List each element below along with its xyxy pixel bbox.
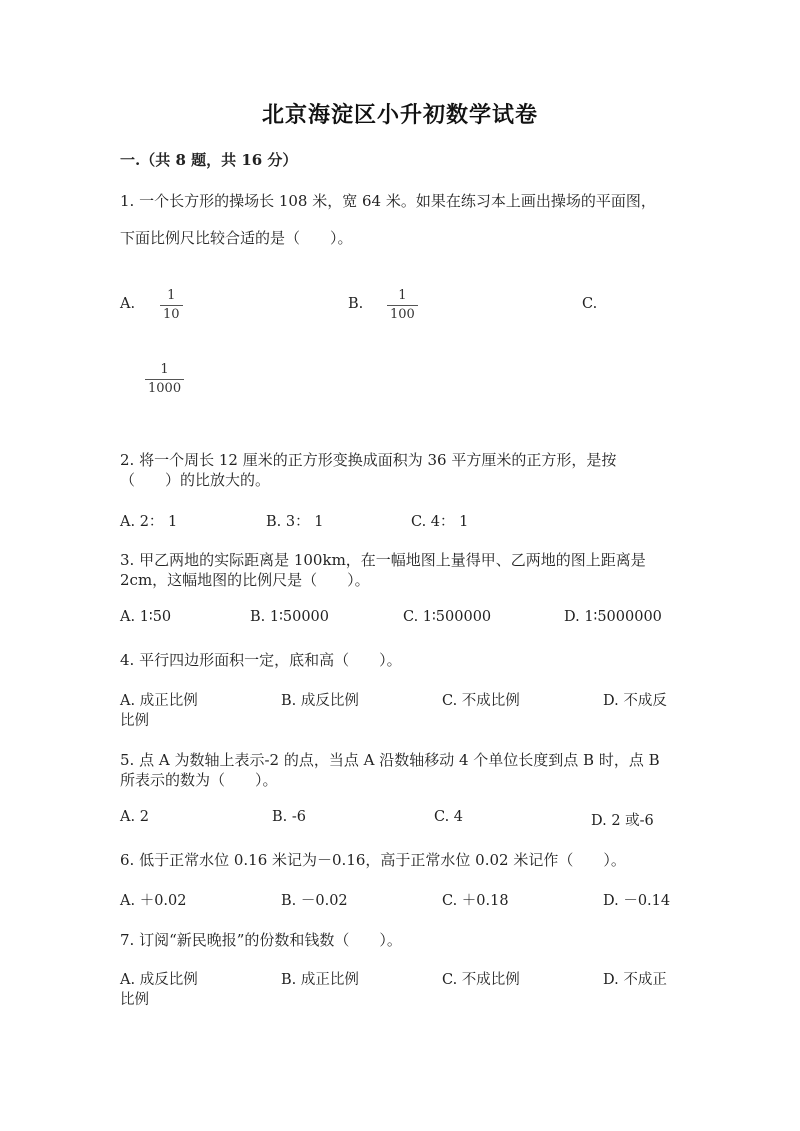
question-7-option-a[interactable]: A. 成反比例: [120, 972, 198, 988]
question-3-option-a[interactable]: A. 1∶50: [120, 609, 172, 625]
question-3-option-d[interactable]: D. 1∶5000000: [564, 609, 662, 625]
question-1-option-a-label[interactable]: A.: [120, 296, 136, 312]
fraction-denominator: 10: [163, 307, 180, 322]
question-7-option-d-wrap: 比例: [120, 992, 149, 1008]
question-5-option-a[interactable]: A. 2: [120, 809, 149, 825]
question-1-option-c-label[interactable]: C.: [582, 296, 598, 312]
question-1-option-a-fraction[interactable]: [160, 289, 183, 322]
question-3-line-2: 2cm，这幅地图的比例尺是（ ）。: [120, 571, 370, 589]
question-2-line-2: （ ）的比放大的。: [120, 471, 271, 489]
fraction-numerator: 1: [160, 362, 169, 377]
question-4-option-a[interactable]: A. 成正比例: [120, 693, 198, 709]
question-1-option-c-fraction[interactable]: [145, 363, 184, 396]
question-3-option-b[interactable]: B. 1∶50000: [250, 609, 329, 625]
fraction-numerator: 1: [398, 288, 407, 303]
question-5-line-2: 所表示的数为（ ）。: [120, 771, 278, 789]
question-4-option-d-wrap: 比例: [120, 713, 149, 729]
question-1-line-2: 下面比例尺比较合适的是（ ）。: [120, 229, 353, 247]
question-5-line-1: 5. 点 A 为数轴上表示-2 的点，当点 A 沿数轴移动 4 个单位长度到点 B 时，点 B: [120, 751, 660, 769]
question-3-option-c[interactable]: C. 1∶500000: [403, 609, 492, 625]
page-title: 北京海淀区小升初数学试卷: [261, 102, 538, 128]
fraction-denominator: 1000: [148, 381, 182, 396]
question-6-option-b[interactable]: B. －0.02: [281, 893, 348, 909]
question-6-line-1: 6. 低于正常水位 0.16 米记为－0.16，高于正常水位 0.02 米记作（ ）。: [120, 851, 626, 869]
question-4-option-b[interactable]: B. 成反比例: [281, 693, 359, 709]
question-2-option-a[interactable]: A. 2： 1: [120, 514, 178, 530]
question-5-option-b[interactable]: B. -6: [272, 809, 306, 825]
question-2-option-b[interactable]: B. 3： 1: [266, 514, 324, 530]
question-1-option-b-fraction[interactable]: [387, 289, 418, 322]
question-5-option-d[interactable]: D. 2 或-6: [591, 813, 654, 829]
question-5-option-c[interactable]: C. 4: [434, 809, 464, 825]
question-1-option-b-label[interactable]: B.: [348, 296, 364, 312]
question-6-option-d[interactable]: D. －0.14: [603, 893, 671, 909]
fraction-numerator: 1: [167, 288, 176, 303]
question-3-line-1: 3. 甲乙两地的实际距离是 100km，在一幅地图上量得甲、乙两地的图上距离是: [120, 551, 646, 569]
section-heading: 一.（共 8 题，共 16 分）: [120, 151, 298, 169]
question-2-line-1: 2. 将一个周长 12 厘米的正方形变换成面积为 36 平方厘米的正方形，是按: [120, 451, 617, 469]
question-4-option-c[interactable]: C. 不成比例: [442, 693, 520, 709]
question-7-option-b[interactable]: B. 成正比例: [281, 972, 359, 988]
question-4-line-1: 4. 平行四边形面积一定，底和高（ ）。: [120, 651, 402, 669]
question-2-option-c[interactable]: C. 4： 1: [411, 514, 469, 530]
question-7-option-d[interactable]: D. 不成正: [603, 972, 667, 988]
question-4-option-d[interactable]: D. 不成反: [603, 693, 667, 709]
question-7-line-1: 7. 订阅“新民晚报”的份数和钱数（ ）。: [120, 931, 402, 949]
fraction-denominator: 100: [390, 307, 415, 322]
question-6-option-c[interactable]: C. ＋0.18: [442, 893, 509, 909]
question-7-option-c[interactable]: C. 不成比例: [442, 972, 520, 988]
question-6-option-a[interactable]: A. ＋0.02: [120, 893, 187, 909]
question-1-line-1: 1. 一个长方形的操场长 108 米，宽 64 米。如果在练习本上画出操场的平面图，: [120, 192, 656, 210]
